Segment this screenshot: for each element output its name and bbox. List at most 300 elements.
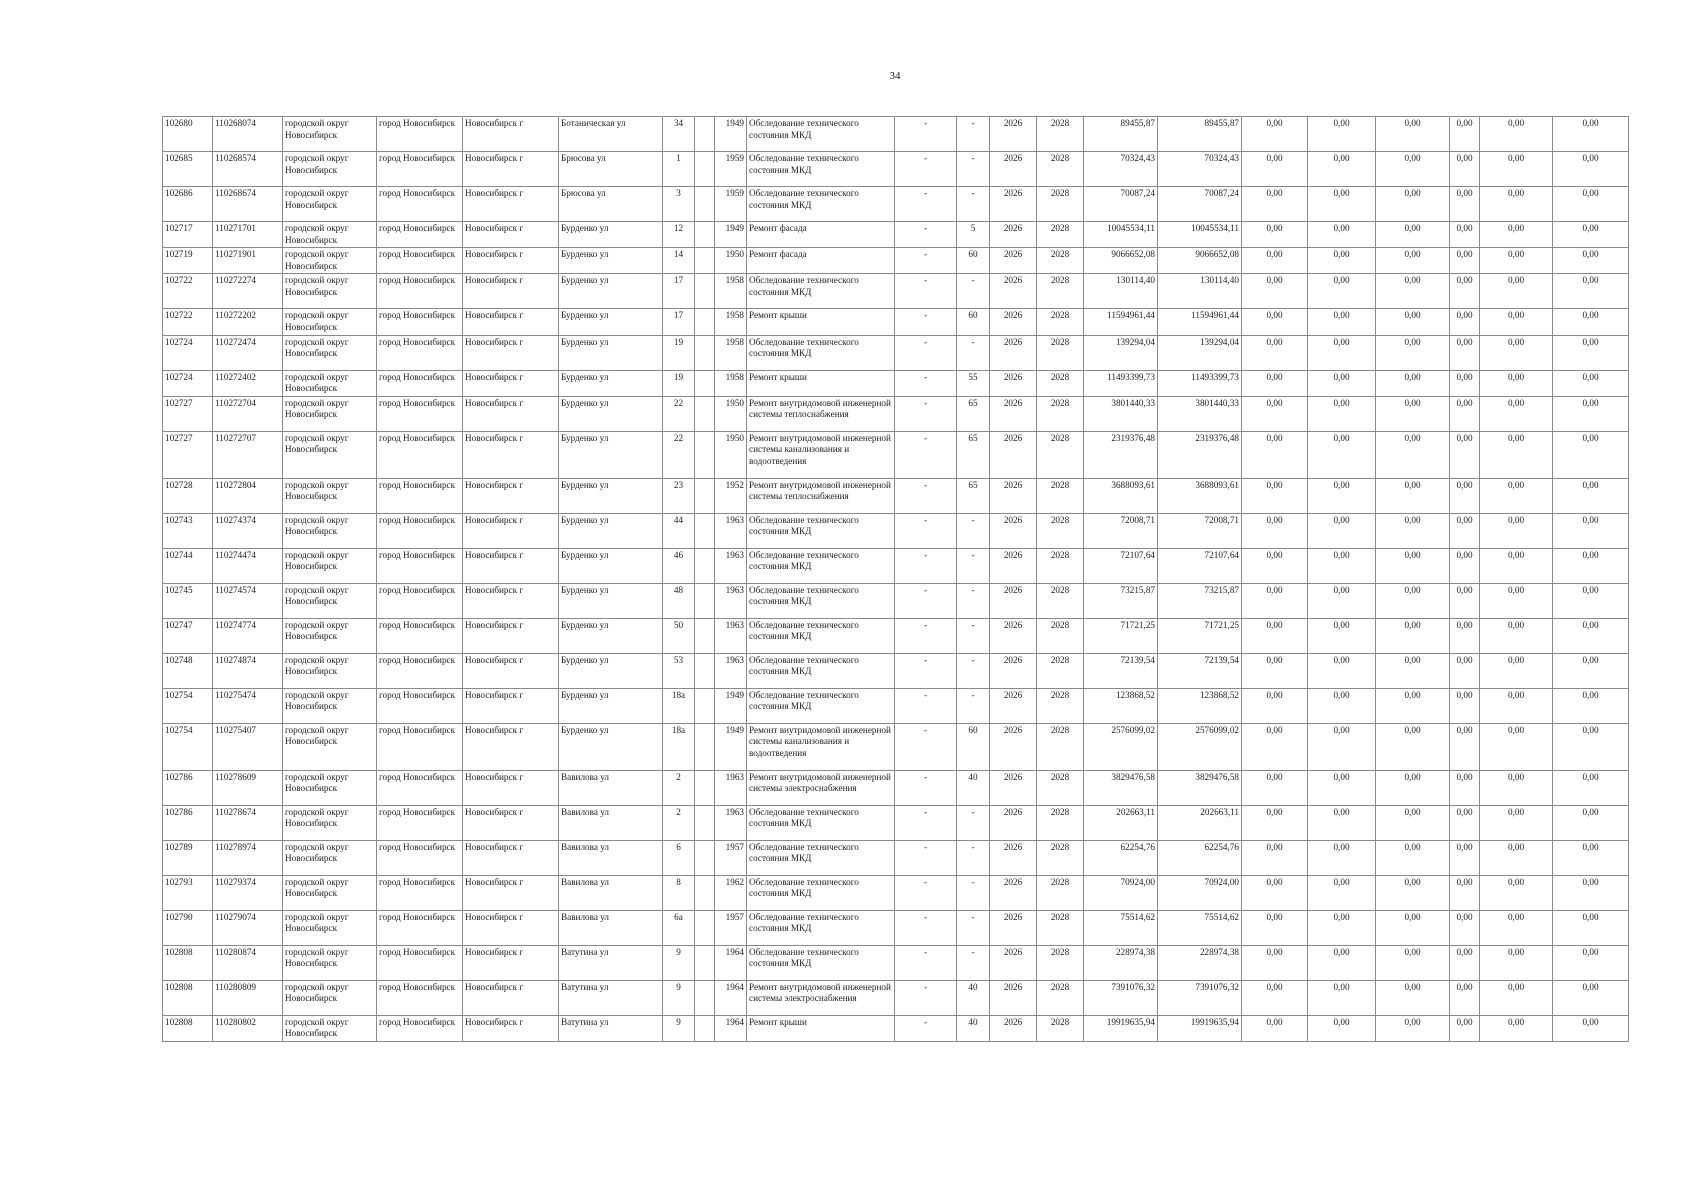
cell-fund-cost: 3801440,33 <box>1158 396 1242 431</box>
cell-work-type: Ремонт внутридомовой инженерной системы электроснабжения <box>747 770 895 805</box>
cell-budget-federal: 0,00 <box>1242 1015 1308 1041</box>
cell-work-type: Обследование технического состояния МКД <box>747 274 895 309</box>
cell-plan-start-year: 2026 <box>990 187 1037 222</box>
cell-reserve: 0,00 <box>1553 396 1629 431</box>
cell-building-suffix <box>695 840 715 875</box>
cell-wear-percent: - <box>957 583 990 618</box>
cell-work-type: Ремонт крыши <box>747 370 895 396</box>
cell-work-type: Ремонт внутридомовой инженерной системы теплоснабжения <box>747 396 895 431</box>
cell-settlement: город Новосибирск <box>377 805 463 840</box>
cell-municipal-district: городской округ Новосибирск <box>283 187 377 222</box>
cell-wear-percent: 55 <box>957 370 990 396</box>
cell-other-source: 0,00 <box>1480 117 1553 152</box>
cell-plan-start-year: 2026 <box>990 478 1037 513</box>
cell-total-cost: 11493399,73 <box>1084 370 1158 396</box>
cell-plan-start-year: 2026 <box>990 910 1037 945</box>
cell-other-source: 0,00 <box>1480 1015 1553 1041</box>
cell-budget-federal: 0,00 <box>1242 152 1308 187</box>
cell-other-source: 0,00 <box>1480 688 1553 723</box>
cell-reserve: 0,00 <box>1553 840 1629 875</box>
cell-total-cost: 123868,52 <box>1084 688 1158 723</box>
cell-city: Новосибирск г <box>463 653 559 688</box>
cell-reserve: 0,00 <box>1553 653 1629 688</box>
cell-object-code: 110274874 <box>213 653 283 688</box>
cell-settlement: город Новосибирск <box>377 840 463 875</box>
works-table <box>162 116 1629 1042</box>
cell-dash-col: - <box>895 152 957 187</box>
cell-work-type: Обследование технического состояния МКД <box>747 945 895 980</box>
cell-build-year: 1950 <box>715 396 747 431</box>
table-row <box>163 187 1629 222</box>
cell-street: Бурденко ул <box>559 222 663 248</box>
cell-fund-cost: 70324,43 <box>1158 152 1242 187</box>
cell-house-number: 12 <box>663 222 695 248</box>
cell-wear-percent: 5 <box>957 222 990 248</box>
cell-total-cost: 72139,54 <box>1084 653 1158 688</box>
table-row <box>163 248 1629 274</box>
cell-house-number: 9 <box>663 980 695 1015</box>
cell-other-source: 0,00 <box>1480 222 1553 248</box>
cell-owners-share: 0,00 <box>1450 583 1480 618</box>
cell-budget-regional: 0,00 <box>1308 117 1376 152</box>
cell-object-code: 110280809 <box>213 980 283 1015</box>
cell-budget-regional: 0,00 <box>1308 980 1376 1015</box>
cell-settlement: город Новосибирск <box>377 152 463 187</box>
cell-budget-federal: 0,00 <box>1242 396 1308 431</box>
cell-plan-start-year: 2026 <box>990 945 1037 980</box>
table-row <box>163 222 1629 248</box>
cell-settlement: город Новосибирск <box>377 222 463 248</box>
cell-plan-start-year: 2026 <box>990 222 1037 248</box>
cell-budget-federal: 0,00 <box>1242 248 1308 274</box>
cell-building-suffix <box>695 222 715 248</box>
cell-plan-end-year: 2028 <box>1037 309 1084 335</box>
cell-wear-percent: - <box>957 335 990 370</box>
cell-street: Бурденко ул <box>559 396 663 431</box>
cell-row-id: 102754 <box>163 688 213 723</box>
cell-owners-share: 0,00 <box>1450 548 1480 583</box>
cell-street: Бурденко ул <box>559 309 663 335</box>
cell-reserve: 0,00 <box>1553 431 1629 478</box>
cell-budget-federal: 0,00 <box>1242 187 1308 222</box>
cell-object-code: 110268574 <box>213 152 283 187</box>
cell-row-id: 102685 <box>163 152 213 187</box>
cell-city: Новосибирск г <box>463 945 559 980</box>
cell-building-suffix <box>695 117 715 152</box>
cell-wear-percent: 65 <box>957 431 990 478</box>
cell-build-year: 1963 <box>715 770 747 805</box>
cell-other-source: 0,00 <box>1480 653 1553 688</box>
cell-total-cost: 11594961,44 <box>1084 309 1158 335</box>
cell-budget-regional: 0,00 <box>1308 840 1376 875</box>
cell-other-source: 0,00 <box>1480 335 1553 370</box>
cell-budget-federal: 0,00 <box>1242 274 1308 309</box>
cell-dash-col: - <box>895 910 957 945</box>
cell-object-code: 110272274 <box>213 274 283 309</box>
cell-dash-col: - <box>895 335 957 370</box>
cell-budget-regional: 0,00 <box>1308 723 1376 770</box>
cell-other-source: 0,00 <box>1480 431 1553 478</box>
cell-work-type: Ремонт внутридомовой инженерной системы канализования и водоотведения <box>747 431 895 478</box>
cell-other-source: 0,00 <box>1480 274 1553 309</box>
cell-house-number: 17 <box>663 274 695 309</box>
cell-settlement: город Новосибирск <box>377 583 463 618</box>
cell-city: Новосибирск г <box>463 335 559 370</box>
cell-other-source: 0,00 <box>1480 248 1553 274</box>
cell-city: Новосибирск г <box>463 396 559 431</box>
table-row <box>163 548 1629 583</box>
cell-budget-local: 0,00 <box>1376 187 1450 222</box>
cell-total-cost: 19919635,94 <box>1084 1015 1158 1041</box>
cell-municipal-district: городской округ Новосибирск <box>283 248 377 274</box>
cell-budget-local: 0,00 <box>1376 875 1450 910</box>
cell-budget-federal: 0,00 <box>1242 653 1308 688</box>
cell-plan-start-year: 2026 <box>990 770 1037 805</box>
cell-other-source: 0,00 <box>1480 875 1553 910</box>
cell-settlement: город Новосибирск <box>377 980 463 1015</box>
cell-other-source: 0,00 <box>1480 618 1553 653</box>
cell-owners-share: 0,00 <box>1450 370 1480 396</box>
cell-plan-start-year: 2026 <box>990 980 1037 1015</box>
cell-budget-local: 0,00 <box>1376 548 1450 583</box>
cell-house-number: 9 <box>663 1015 695 1041</box>
cell-house-number: 44 <box>663 513 695 548</box>
cell-municipal-district: городской округ Новосибирск <box>283 653 377 688</box>
cell-budget-federal: 0,00 <box>1242 875 1308 910</box>
cell-building-suffix <box>695 618 715 653</box>
cell-budget-local: 0,00 <box>1376 431 1450 478</box>
cell-city: Новосибирск г <box>463 309 559 335</box>
cell-building-suffix <box>695 370 715 396</box>
cell-object-code: 110278974 <box>213 840 283 875</box>
cell-city: Новосибирск г <box>463 187 559 222</box>
cell-fund-cost: 10045534,11 <box>1158 222 1242 248</box>
cell-budget-local: 0,00 <box>1376 840 1450 875</box>
cell-other-source: 0,00 <box>1480 187 1553 222</box>
cell-other-source: 0,00 <box>1480 723 1553 770</box>
cell-plan-start-year: 2026 <box>990 688 1037 723</box>
cell-dash-col: - <box>895 770 957 805</box>
cell-budget-regional: 0,00 <box>1308 1015 1376 1041</box>
cell-row-id: 102754 <box>163 723 213 770</box>
cell-city: Новосибирск г <box>463 478 559 513</box>
cell-municipal-district: городской округ Новосибирск <box>283 770 377 805</box>
cell-plan-end-year: 2028 <box>1037 117 1084 152</box>
cell-budget-regional: 0,00 <box>1308 274 1376 309</box>
cell-municipal-district: городской округ Новосибирск <box>283 222 377 248</box>
cell-total-cost: 72008,71 <box>1084 513 1158 548</box>
cell-budget-regional: 0,00 <box>1308 513 1376 548</box>
cell-street: Бурденко ул <box>559 513 663 548</box>
cell-wear-percent: 40 <box>957 980 990 1015</box>
cell-budget-federal: 0,00 <box>1242 309 1308 335</box>
cell-budget-local: 0,00 <box>1376 945 1450 980</box>
cell-build-year: 1949 <box>715 723 747 770</box>
cell-work-type: Обследование технического состояния МКД <box>747 513 895 548</box>
cell-total-cost: 70924,00 <box>1084 875 1158 910</box>
cell-dash-col: - <box>895 840 957 875</box>
cell-owners-share: 0,00 <box>1450 431 1480 478</box>
cell-dash-col: - <box>895 248 957 274</box>
cell-budget-local: 0,00 <box>1376 770 1450 805</box>
cell-other-source: 0,00 <box>1480 583 1553 618</box>
cell-work-type: Ремонт внутридомовой инженерной системы электроснабжения <box>747 980 895 1015</box>
table-row <box>163 152 1629 187</box>
cell-house-number: 19 <box>663 335 695 370</box>
cell-house-number: 22 <box>663 431 695 478</box>
cell-building-suffix <box>695 431 715 478</box>
cell-budget-local: 0,00 <box>1376 688 1450 723</box>
cell-budget-local: 0,00 <box>1376 152 1450 187</box>
cell-budget-federal: 0,00 <box>1242 980 1308 1015</box>
cell-budget-regional: 0,00 <box>1308 187 1376 222</box>
cell-plan-end-year: 2028 <box>1037 723 1084 770</box>
cell-plan-end-year: 2028 <box>1037 248 1084 274</box>
cell-fund-cost: 11594961,44 <box>1158 309 1242 335</box>
cell-work-type: Обследование технического состояния МКД <box>747 187 895 222</box>
cell-dash-col: - <box>895 980 957 1015</box>
cell-municipal-district: городской округ Новосибирск <box>283 875 377 910</box>
cell-plan-end-year: 2028 <box>1037 770 1084 805</box>
cell-fund-cost: 202663,11 <box>1158 805 1242 840</box>
cell-budget-local: 0,00 <box>1376 274 1450 309</box>
cell-settlement: город Новосибирск <box>377 513 463 548</box>
cell-fund-cost: 9066652,08 <box>1158 248 1242 274</box>
cell-work-type: Ремонт фасада <box>747 222 895 248</box>
cell-budget-local: 0,00 <box>1376 222 1450 248</box>
cell-building-suffix <box>695 548 715 583</box>
cell-build-year: 1949 <box>715 222 747 248</box>
cell-wear-percent: - <box>957 548 990 583</box>
cell-work-type: Обследование технического состояния МКД <box>747 618 895 653</box>
cell-fund-cost: 62254,76 <box>1158 840 1242 875</box>
cell-plan-end-year: 2028 <box>1037 688 1084 723</box>
cell-object-code: 110280874 <box>213 945 283 980</box>
cell-object-code: 110279374 <box>213 875 283 910</box>
cell-object-code: 110271701 <box>213 222 283 248</box>
cell-owners-share: 0,00 <box>1450 478 1480 513</box>
cell-city: Новосибирск г <box>463 688 559 723</box>
cell-row-id: 102808 <box>163 1015 213 1041</box>
cell-plan-start-year: 2026 <box>990 1015 1037 1041</box>
cell-city: Новосибирск г <box>463 1015 559 1041</box>
cell-building-suffix <box>695 1015 715 1041</box>
cell-municipal-district: городской округ Новосибирск <box>283 117 377 152</box>
cell-settlement: город Новосибирск <box>377 945 463 980</box>
cell-house-number: 50 <box>663 618 695 653</box>
cell-building-suffix <box>695 396 715 431</box>
table-row <box>163 770 1629 805</box>
cell-plan-end-year: 2028 <box>1037 805 1084 840</box>
cell-fund-cost: 89455,87 <box>1158 117 1242 152</box>
cell-reserve: 0,00 <box>1553 248 1629 274</box>
cell-reserve: 0,00 <box>1553 152 1629 187</box>
cell-budget-federal: 0,00 <box>1242 513 1308 548</box>
cell-plan-start-year: 2026 <box>990 723 1037 770</box>
cell-plan-end-year: 2028 <box>1037 875 1084 910</box>
cell-build-year: 1958 <box>715 370 747 396</box>
cell-reserve: 0,00 <box>1553 274 1629 309</box>
cell-wear-percent: 65 <box>957 478 990 513</box>
cell-build-year: 1952 <box>715 478 747 513</box>
cell-budget-regional: 0,00 <box>1308 618 1376 653</box>
cell-plan-end-year: 2028 <box>1037 396 1084 431</box>
cell-street: Бурденко ул <box>559 370 663 396</box>
cell-total-cost: 71721,25 <box>1084 618 1158 653</box>
table-row <box>163 274 1629 309</box>
cell-settlement: город Новосибирск <box>377 248 463 274</box>
cell-work-type: Ремонт фасада <box>747 248 895 274</box>
cell-object-code: 110268674 <box>213 187 283 222</box>
cell-municipal-district: городской округ Новосибирск <box>283 910 377 945</box>
cell-build-year: 1963 <box>715 653 747 688</box>
cell-municipal-district: городской округ Новосибирск <box>283 478 377 513</box>
cell-owners-share: 0,00 <box>1450 222 1480 248</box>
cell-street: Ватутина ул <box>559 945 663 980</box>
cell-work-type: Обследование технического состояния МКД <box>747 653 895 688</box>
cell-settlement: город Новосибирск <box>377 370 463 396</box>
cell-wear-percent: 60 <box>957 309 990 335</box>
cell-budget-federal: 0,00 <box>1242 117 1308 152</box>
cell-build-year: 1958 <box>715 335 747 370</box>
cell-work-type: Обследование технического состояния МКД <box>747 805 895 840</box>
cell-dash-col: - <box>895 583 957 618</box>
cell-owners-share: 0,00 <box>1450 513 1480 548</box>
cell-fund-cost: 3829476,58 <box>1158 770 1242 805</box>
cell-house-number: 1 <box>663 152 695 187</box>
cell-street: Вавилова ул <box>559 840 663 875</box>
cell-total-cost: 7391076,32 <box>1084 980 1158 1015</box>
cell-reserve: 0,00 <box>1553 117 1629 152</box>
cell-plan-end-year: 2028 <box>1037 431 1084 478</box>
cell-budget-federal: 0,00 <box>1242 222 1308 248</box>
cell-fund-cost: 123868,52 <box>1158 688 1242 723</box>
cell-total-cost: 228974,38 <box>1084 945 1158 980</box>
cell-house-number: 23 <box>663 478 695 513</box>
cell-municipal-district: городской округ Новосибирск <box>283 583 377 618</box>
cell-total-cost: 130114,40 <box>1084 274 1158 309</box>
cell-wear-percent: - <box>957 805 990 840</box>
cell-dash-col: - <box>895 370 957 396</box>
cell-row-id: 102786 <box>163 805 213 840</box>
cell-owners-share: 0,00 <box>1450 805 1480 840</box>
cell-object-code: 110279074 <box>213 910 283 945</box>
cell-fund-cost: 2319376,48 <box>1158 431 1242 478</box>
cell-other-source: 0,00 <box>1480 370 1553 396</box>
cell-build-year: 1950 <box>715 248 747 274</box>
cell-city: Новосибирск г <box>463 840 559 875</box>
cell-row-id: 102808 <box>163 945 213 980</box>
table-row <box>163 653 1629 688</box>
cell-reserve: 0,00 <box>1553 723 1629 770</box>
cell-wear-percent: - <box>957 910 990 945</box>
cell-total-cost: 202663,11 <box>1084 805 1158 840</box>
cell-fund-cost: 7391076,32 <box>1158 980 1242 1015</box>
cell-budget-local: 0,00 <box>1376 980 1450 1015</box>
cell-object-code: 110275474 <box>213 688 283 723</box>
cell-budget-federal: 0,00 <box>1242 805 1308 840</box>
cell-other-source: 0,00 <box>1480 478 1553 513</box>
cell-reserve: 0,00 <box>1553 688 1629 723</box>
cell-plan-end-year: 2028 <box>1037 274 1084 309</box>
cell-building-suffix <box>695 152 715 187</box>
cell-settlement: город Новосибирск <box>377 1015 463 1041</box>
cell-build-year: 1962 <box>715 875 747 910</box>
cell-dash-col: - <box>895 187 957 222</box>
cell-budget-federal: 0,00 <box>1242 478 1308 513</box>
cell-row-id: 102717 <box>163 222 213 248</box>
cell-city: Новосибирск г <box>463 723 559 770</box>
cell-build-year: 1963 <box>715 805 747 840</box>
cell-municipal-district: городской округ Новосибирск <box>283 152 377 187</box>
cell-wear-percent: - <box>957 618 990 653</box>
cell-plan-start-year: 2026 <box>990 840 1037 875</box>
cell-reserve: 0,00 <box>1553 583 1629 618</box>
cell-fund-cost: 75514,62 <box>1158 910 1242 945</box>
cell-object-code: 110272704 <box>213 396 283 431</box>
cell-other-source: 0,00 <box>1480 805 1553 840</box>
cell-municipal-district: городской округ Новосибирск <box>283 370 377 396</box>
cell-street: Бурденко ул <box>559 653 663 688</box>
cell-plan-end-year: 2028 <box>1037 945 1084 980</box>
table-row <box>163 1015 1629 1041</box>
cell-total-cost: 62254,76 <box>1084 840 1158 875</box>
cell-dash-col: - <box>895 875 957 910</box>
cell-building-suffix <box>695 723 715 770</box>
cell-owners-share: 0,00 <box>1450 980 1480 1015</box>
cell-object-code: 110274774 <box>213 618 283 653</box>
cell-owners-share: 0,00 <box>1450 1015 1480 1041</box>
cell-street: Бурденко ул <box>559 583 663 618</box>
cell-build-year: 1963 <box>715 583 747 618</box>
cell-budget-regional: 0,00 <box>1308 248 1376 274</box>
cell-budget-local: 0,00 <box>1376 1015 1450 1041</box>
cell-settlement: город Новосибирск <box>377 723 463 770</box>
cell-building-suffix <box>695 653 715 688</box>
cell-settlement: город Новосибирск <box>377 478 463 513</box>
table-row <box>163 370 1629 396</box>
cell-city: Новосибирск г <box>463 222 559 248</box>
cell-reserve: 0,00 <box>1553 1015 1629 1041</box>
cell-budget-regional: 0,00 <box>1308 370 1376 396</box>
cell-budget-regional: 0,00 <box>1308 335 1376 370</box>
cell-budget-federal: 0,00 <box>1242 770 1308 805</box>
cell-street: Вавилова ул <box>559 770 663 805</box>
cell-row-id: 102728 <box>163 478 213 513</box>
cell-budget-regional: 0,00 <box>1308 910 1376 945</box>
cell-budget-federal: 0,00 <box>1242 370 1308 396</box>
cell-work-type: Обследование технического состояния МКД <box>747 152 895 187</box>
cell-budget-federal: 0,00 <box>1242 723 1308 770</box>
table-row <box>163 396 1629 431</box>
cell-street: Вавилова ул <box>559 875 663 910</box>
table-row <box>163 309 1629 335</box>
table-row <box>163 335 1629 370</box>
cell-budget-regional: 0,00 <box>1308 653 1376 688</box>
cell-row-id: 102745 <box>163 583 213 618</box>
cell-plan-start-year: 2026 <box>990 513 1037 548</box>
cell-building-suffix <box>695 583 715 618</box>
cell-settlement: город Новосибирск <box>377 548 463 583</box>
cell-building-suffix <box>695 335 715 370</box>
cell-work-type: Ремонт внутридомовой инженерной системы теплоснабжения <box>747 478 895 513</box>
cell-dash-col: - <box>895 805 957 840</box>
cell-owners-share: 0,00 <box>1450 396 1480 431</box>
cell-build-year: 1963 <box>715 513 747 548</box>
cell-wear-percent: 40 <box>957 1015 990 1041</box>
cell-row-id: 102743 <box>163 513 213 548</box>
cell-house-number: 53 <box>663 653 695 688</box>
